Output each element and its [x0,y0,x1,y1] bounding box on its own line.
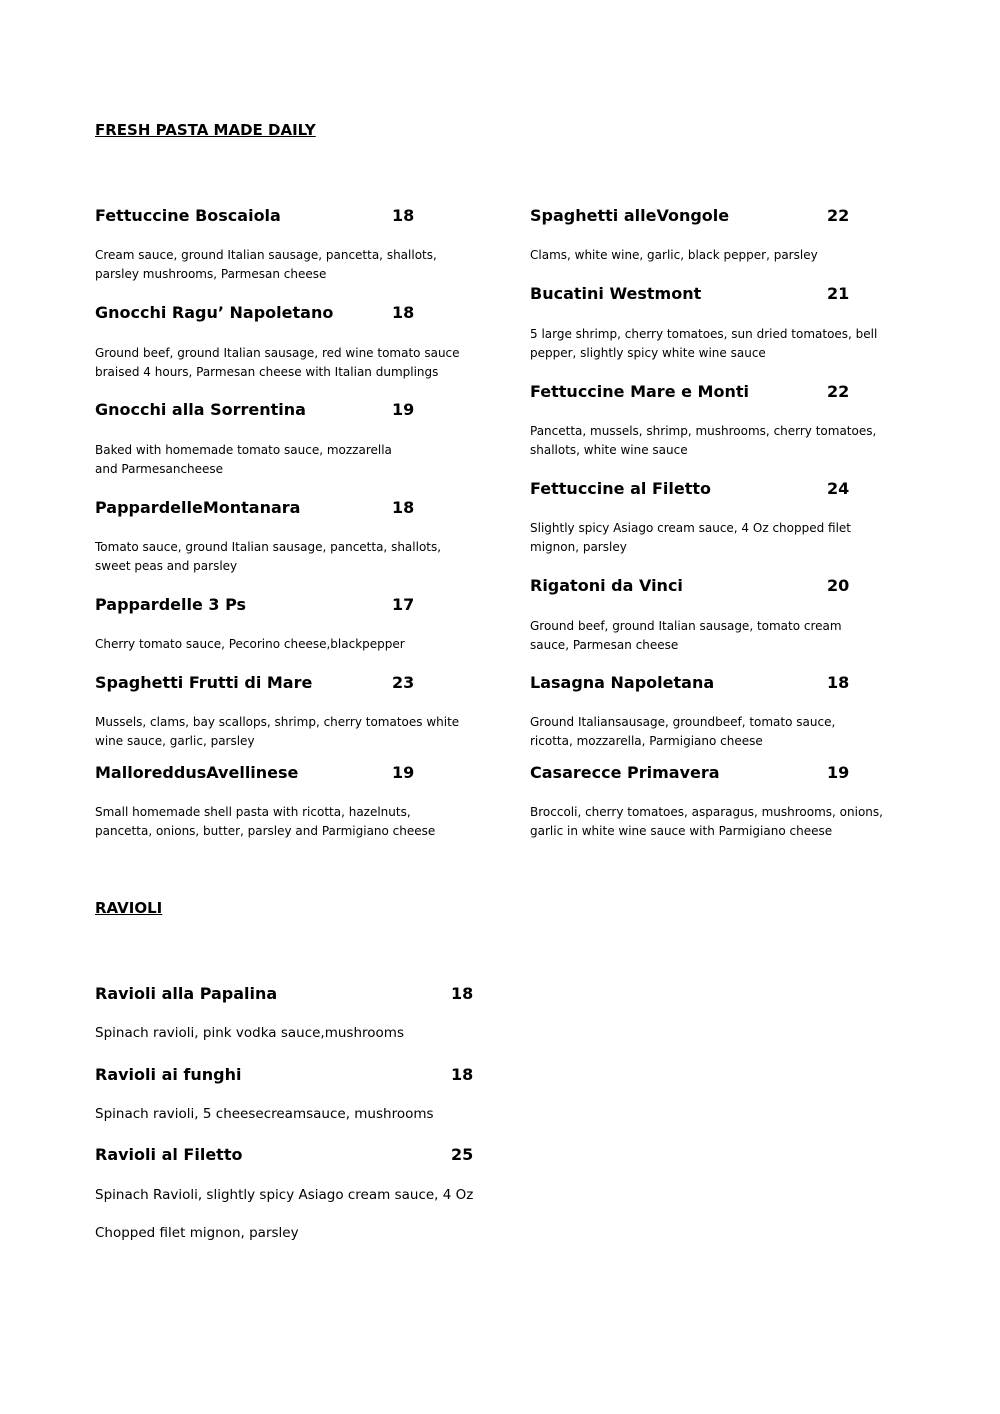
item-name: MalloreddusAvellinese [95,763,299,782]
item-description: Ground beef, ground Italian sausage, red wine tomato sauce braised 4 hours, Parmesan cheese with Italian dumplings [95,346,460,379]
item-description: Pancetta, mussels, shrimp, mushrooms, cherry tomatoes, shallots, white wine sauce [530,424,877,457]
item-name: Fettuccine Boscaiola [95,206,281,225]
item-price: 22 [827,206,850,225]
item-description-line-2: Chopped filet mignon, parsley [95,1225,299,1241]
item-name: Gnocchi alla Sorrentina [95,400,306,419]
item-name: Spaghetti Frutti di Mare [95,673,313,692]
item-name: Rigatoni da Vinci [530,576,683,595]
item-name: Pappardelle 3 Ps [95,595,247,614]
section-heading-fresh-pasta: FRESH PASTA MADE DAILY [95,121,316,139]
item-description: Ground beef, ground Italian sausage, tomato cream sauce, Parmesan cheese [530,619,842,652]
item-description: Tomato sauce, ground Italian sausage, pancetta, shallots, sweet peas and parsley [95,540,442,573]
item-description: Slightly spicy Asiago cream sauce, 4 Oz chopped filet mignon, parsley [530,521,852,554]
item-price: 19 [827,763,850,782]
item-name: Ravioli al Filetto [95,1145,243,1164]
item-price: 19 [392,763,415,782]
item-price: 18 [392,498,415,517]
item-description: Spinach ravioli, 5 cheesecreamsauce, mushrooms [95,1106,434,1122]
item-name: Fettuccine al Filetto [530,479,711,498]
item-price: 17 [392,595,415,614]
item-description: 5 large shrimp, cherry tomatoes, sun dried tomatoes, bell pepper, slightly spicy white wine sauce [530,327,878,360]
item-price: 25 [451,1145,474,1164]
item-description: Mussels, clams, bay scallops, shrimp, cherry tomatoes white wine sauce, garlic, parsley [95,715,460,748]
item-name: Lasagna Napoletana [530,673,715,692]
item-name: Bucatini Westmont [530,284,702,303]
item-description: Cream sauce, ground Italian sausage, pancetta, shallots, parsley mushrooms, Parmesan cheese [95,248,437,281]
item-name: Ravioli alla Papalina [95,984,278,1003]
item-price: 18 [451,1065,474,1084]
item-price: 18 [392,206,415,225]
item-name: PappardelleMontanara [95,498,301,517]
item-name: Fettuccine Mare e Monti [530,382,749,401]
item-description: Spinach ravioli, pink vodka sauce,mushrooms [95,1025,404,1041]
item-description: Baked with homemade tomato sauce, mozzarella and Parmesancheese [95,443,392,476]
item-price: 22 [827,382,850,401]
item-price: 19 [392,400,415,419]
section-heading-ravioli: RAVIOLI [95,899,163,917]
item-price: 21 [827,284,850,303]
item-price: 23 [392,673,415,692]
item-description: Ground Italiansausage, groundbeef, tomato sauce, ricotta, mozzarella, Parmigiano cheese [530,715,836,748]
item-price: 18 [451,984,474,1003]
item-description: Cherry tomato sauce, Pecorino cheese,blackpepper [95,637,405,651]
item-name: Spaghetti alleVongole [530,206,730,225]
item-description: Small homemade shell pasta with ricotta, hazelnuts, pancetta, onions, butter, parsley and Parmigiano cheese [95,805,436,838]
item-description: Broccoli, cherry tomatoes, asparagus, mushrooms, onions, garlic in white wine sauce with Parmigiano cheese [530,805,883,838]
item-name: Casarecce Primavera [530,763,720,782]
item-description: Clams, white wine, garlic, black pepper, parsley [530,248,818,262]
item-price: 18 [827,673,850,692]
item-name: Gnocchi Ragu’ Napoletano [95,303,334,322]
item-price: 20 [827,576,850,595]
item-price: 18 [392,303,415,322]
item-description: Spinach Ravioli, slightly spicy Asiago cream sauce, 4 Oz [95,1187,474,1203]
item-price: 24 [827,479,850,498]
item-name: Ravioli ai funghi [95,1065,242,1084]
